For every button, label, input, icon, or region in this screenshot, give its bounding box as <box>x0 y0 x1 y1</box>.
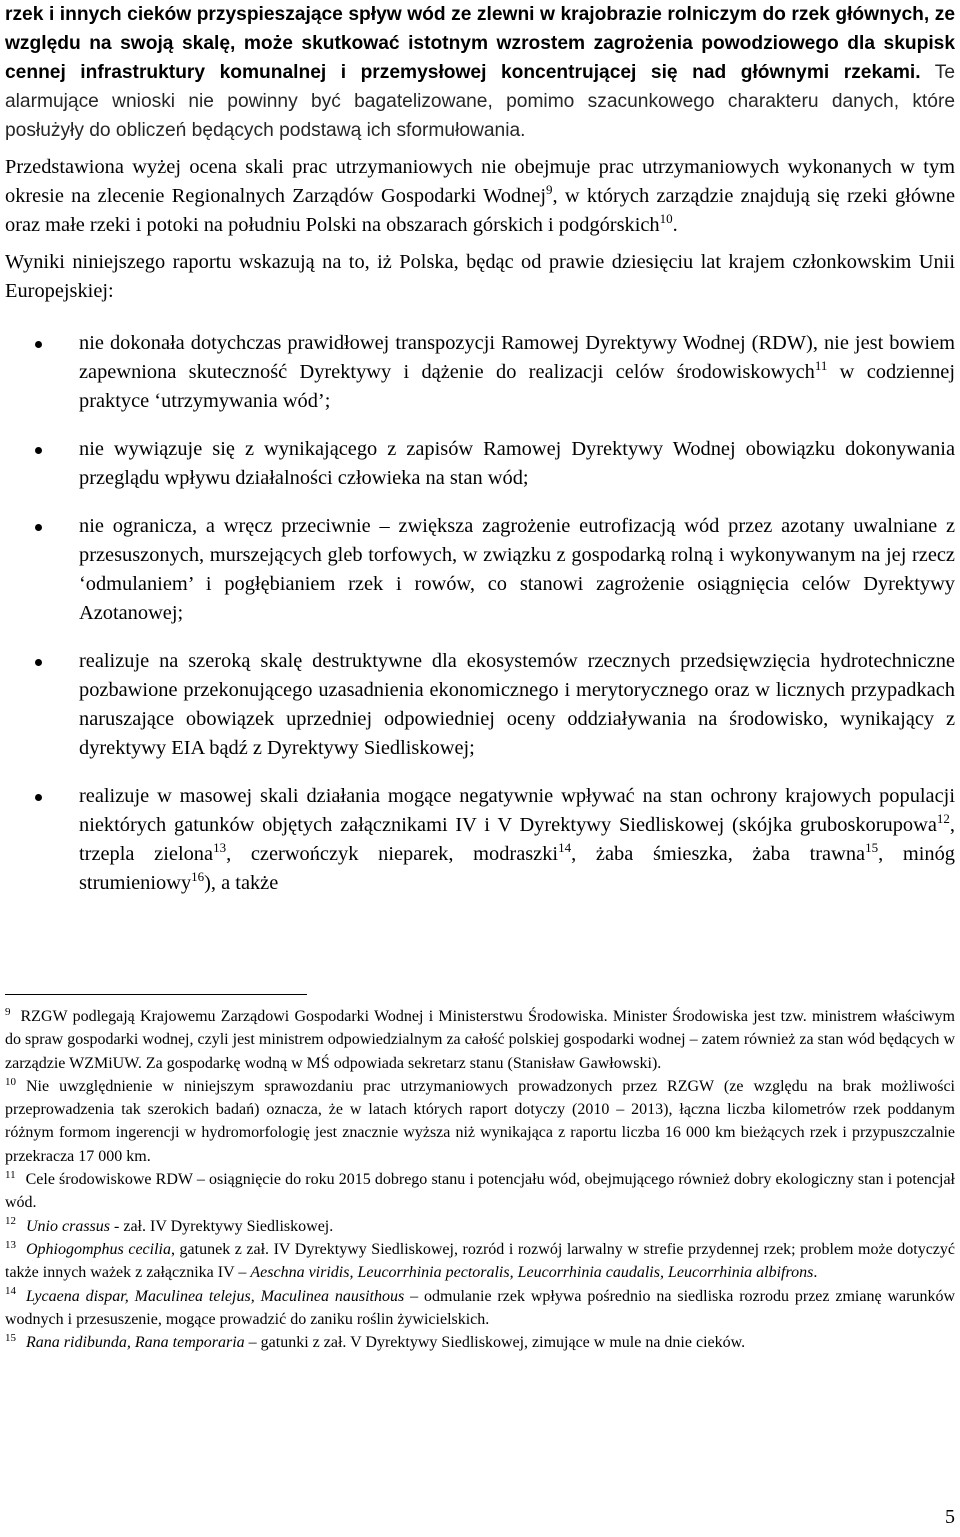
footnote-number: 13 <box>5 1238 16 1251</box>
footnote-ref-11[interactable]: 11 <box>814 358 828 374</box>
findings-list <box>5 329 955 898</box>
bullet-icon <box>35 447 42 454</box>
footnote-number: 9 <box>5 1005 11 1018</box>
species-name: Ophiogomphus cecilia <box>26 1240 171 1258</box>
species-names: Rana ridibunda, Rana temporaria <box>26 1334 245 1352</box>
footnote-9 <box>5 1005 955 1075</box>
footnote-number: 12 <box>5 1215 16 1228</box>
list-item <box>5 435 955 493</box>
footnote-ref-12[interactable]: 12 <box>936 811 950 827</box>
bullet-icon <box>35 341 42 348</box>
footnote-ref-10[interactable]: 10 <box>659 211 673 227</box>
footnote-number: 10 <box>5 1075 16 1088</box>
b1-text-b: w codziennej praktyce ‘utrzymywania wód’; <box>79 361 956 412</box>
footnote-text: – odmulanie rzek wpływa pośrednio na siedliska rozrodu przez zmianę warunków wodnych i przesuszenie, mogące prowadzić do zaniku roślin żywicielskich. <box>5 1287 956 1328</box>
list-item <box>5 512 955 628</box>
footnote-ref-14[interactable]: 14 <box>558 840 572 856</box>
footnote-number: 11 <box>5 1168 16 1181</box>
footnote-text: RZGW podlegają Krajowemu Zarządowi Gospodarki Wodnej i Ministerstwu Środowiska. Minister Środowiska jest tzw. ministrem właściwym do spraw gospodarki wodnej, czyli jest ministrem odpowiedzialnym za całość polskiej gospodarki wodnej – zatem również za stan wód będących w zarządzie WZMiUW. Za gospodarkę wodną w MŚ odpowiada sekretarz stanu (Stanisław Gawłowski). <box>5 1008 955 1072</box>
bullet-icon <box>35 524 42 531</box>
p2-text-b: , w których zarządzie znajdują się rzeki główne oraz małe rzeki i potoki na południu Polski na obszarach górskich i podgórskich <box>5 185 955 236</box>
footnote-13 <box>5 1238 955 1285</box>
footnote-15 <box>5 1331 955 1354</box>
intro-normal-text: Te alarmujące wnioski nie powinny być bagatelizowane, pomimo szacunkowego charakteru danych, które posłużyły do obliczeń będących podstawą ich sformułowania. <box>5 62 955 141</box>
bullet-icon <box>35 659 42 666</box>
b4-text: realizuje na szeroką skalę destruktywne dla ekosystemów rzecznych przedsięwzięcia hydrotechniczne pozbawione przekonującego uzasadnienia ekonomicznego i merytorycznego oraz w licznych przypadkach naruszające obowiązek uprzedniej odpowiedniej oceny oddziaływania na środowisko, wynikający z dyrektywy EIA bądź z Dyrektywy Siedliskowej; <box>79 650 955 759</box>
paragraph-report-results: Wyniki niniejszego raportu wskazują na to, iż Polska, będąc od prawie dziesięciu lat krajem członkowskim Unii Europejskiej: <box>5 251 955 302</box>
footnote-number: 15 <box>5 1331 16 1344</box>
species-name: Unio crassus <box>26 1217 111 1235</box>
footnote-text: Nie uwzględnienie w niniejszym sprawozdaniu prac utrzymaniowych prowadzonych przez RZGW (ze względu na brak możliwości przeprowadzenia tak szerokich badań) oznacza, że w latach których raport dotyczy (2010 – 2013), łączna liczba kilometrów rzek poddanym różnym formom ingerencji w hydromorfologię jest znacznie wyższa niż wynikająca z raportu liczba 16 000 km bieżących rzek i przypuszczalnie przekracza 17 000 km. <box>5 1077 955 1165</box>
b5-text-f: ), a także <box>204 872 279 894</box>
footnote-text: , gatunek z zał. IV Dyrektywy Siedliskowej, rozród i rozwój larwalny w strefie przydennej rzek; problem może dotyczyć także innych ważek z załącznika IV – <box>5 1240 955 1282</box>
footnote-ref-15[interactable]: 15 <box>865 840 879 856</box>
species-names: Lycaena dispar, Maculinea telejus, Maculinea nausithous <box>26 1287 405 1305</box>
p2-text-c: . <box>672 214 678 236</box>
page-number: 5 <box>945 1506 955 1528</box>
p2-text-a: Przedstawiona wyżej ocena skali prac utrzymaniowych nie obejmuje prac utrzymaniowych wykonanych w tym okresie na zlecenie Regionalnych Zarządów Gospodarki Wodnej <box>5 156 955 207</box>
b5-text-a: realizuje w masowej skali działania mogące negatywnie wpływać na stan ochrony krajowych populacji niektórych gatunków objętych załącznikami IV i V Dyrektywy Siedliskowej (skójka gruboskorupowa <box>79 785 955 836</box>
footnote-number: 14 <box>5 1285 16 1298</box>
document-page <box>5 0 955 917</box>
footnote-text: Cele środowiskowe RDW – osiągnięcie do roku 2015 dobrego stanu i potencjału wód, obejmującego również dobry ekologiczny stan i potencjał wód. <box>5 1171 955 1212</box>
intro-bold-text: rzek i innych cieków przyspieszające spływ wód ze zlewni w krajobrazie rolniczym do rzek głównych, ze względu na swoją skalę, może skutkować istotnym wzrostem zagrożenia powodziowego dla skupisk cennej infrastruktury komunalnej i przemysłowej koncentrującej się nad głównymi rzekami. <box>5 4 955 83</box>
footnote-ref-16[interactable]: 16 <box>191 869 205 885</box>
b1-text-a: nie dokonała dotychczas prawidłowej transpozycji Ramowej Dyrektywy Wodnej (RDW), nie jest bowiem zapewniona skuteczność Dyrektywy i dążenie do realizacji celów środowiskowych <box>79 332 955 383</box>
list-item <box>5 782 955 898</box>
b5-text-c: , czerwończyk nieparek, modraszki <box>226 843 559 865</box>
b5-text-b: , trzepla zielona <box>79 814 955 865</box>
b2-text: nie wywiązuje się z wynikającego z zapisów Ramowej Dyrektywy Wodnej obowiązku dokonywania przeglądu wpływu działalności człowieka na stan wód; <box>79 438 955 489</box>
footnote-14 <box>5 1285 955 1332</box>
b3-text: nie ogranicza, a wręcz przeciwnie – zwiększa zagrożenie eutrofizacją wód przez azotany uwalniane z przesuszonych, murszejących gleb torfowych, w związku z gospodarką rolną i wykonywanym na jej rzecz ‘odmulaniem’ i pogłębianiem rzek i rowów, co stanowi zagrożenie osiągnięcia celów Dyrektywy Azotanowej; <box>79 515 955 624</box>
paragraph-maintenance-scope <box>5 153 955 240</box>
footnote-text-end: . <box>813 1264 818 1282</box>
list-item <box>5 647 955 763</box>
footnotes <box>5 1005 955 1354</box>
footnote-12 <box>5 1215 955 1238</box>
b5-text-d: , żaba śmieszka, żaba trawna <box>571 843 866 865</box>
footnote-10 <box>5 1075 955 1168</box>
intro-paragraph <box>5 0 955 145</box>
footnote-ref-9[interactable]: 9 <box>546 182 553 198</box>
footnote-separator <box>5 994 307 995</box>
species-names: Aeschna viridis, Leucorrhinia pectoralis, Leucorrhinia caudalis, Leucorrhinia albifrons <box>250 1264 814 1282</box>
footnote-ref-13[interactable]: 13 <box>213 840 227 856</box>
b5-text-e: , minóg strumieniowy <box>79 843 956 894</box>
footnote-11 <box>5 1168 955 1215</box>
footnote-text: - zał. IV Dyrektywy Siedliskowej. <box>110 1217 334 1235</box>
footnote-text: – gatunki z zał. V Dyrektywy Siedliskowej, zimujące w mule na dnie cieków. <box>244 1334 746 1352</box>
bullet-icon <box>35 794 42 801</box>
list-item <box>5 329 955 416</box>
